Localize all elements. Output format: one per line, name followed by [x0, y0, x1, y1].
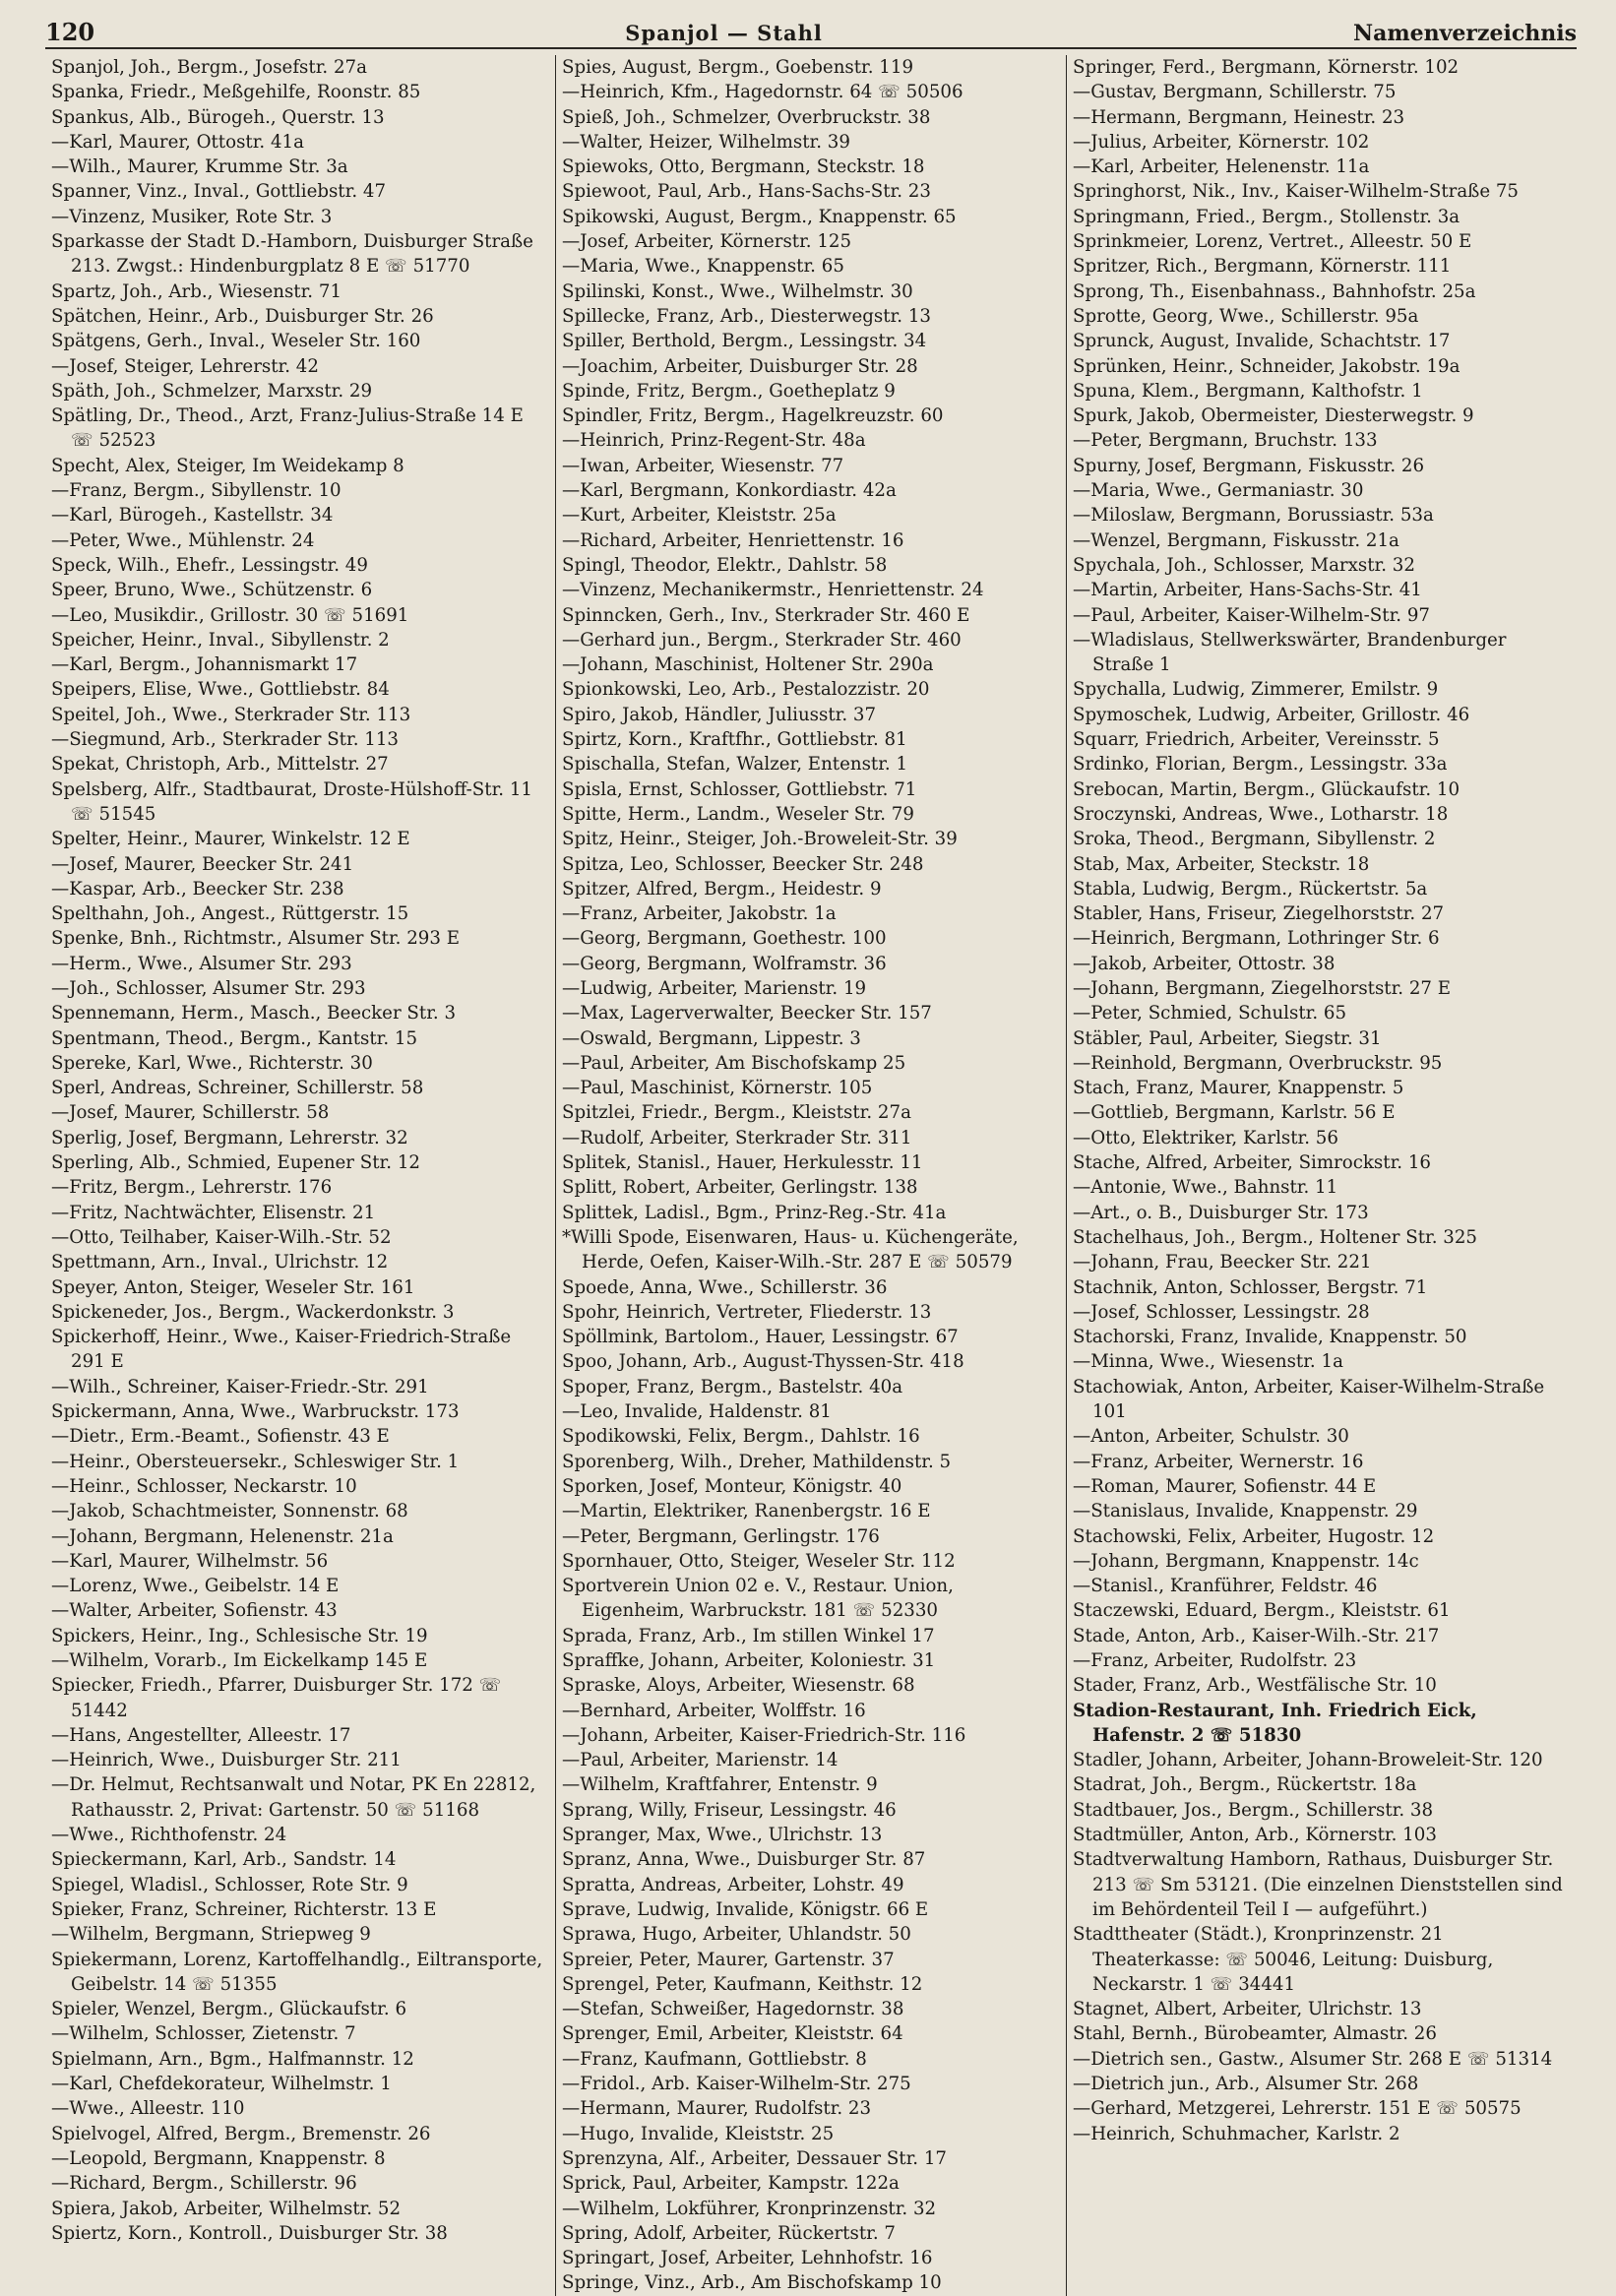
directory-entry: Sportverein Union 02 e. V., Restaur. Union, Eigenheim, Warbruckstr. 181 ☏ 52330 — [562, 1576, 954, 1622]
directory-entry: Spiewoot, Paul, Arb., Hans-Sachs-Str. 23 — [562, 181, 931, 203]
directory-entry: Spionkowski, Leo, Arb., Pestalozzistr. 20 — [562, 679, 930, 701]
directory-entry: Speipers, Elise, Wwe., Gottliebstr. 84 — [51, 679, 390, 701]
directory-entry: Spies, August, Bergm., Goebenstr. 119 — [562, 57, 914, 78]
directory-entry: Stabler, Hans, Friseur, Ziegelhorststr. 27 — [1073, 903, 1445, 925]
directory-entry: Spingl, Theodor, Elektr., Dahlstr. 58 — [562, 554, 888, 576]
directory-entry: Spieker, Franz, Schreiner, Richterstr. 13 E — [51, 1898, 437, 1920]
directory-entry: —Gerhard jun., Bergm., Sterkrader Str. 460 — [562, 629, 962, 651]
directory-entry: Spöllmink, Bartolom., Hauer, Lessingstr. 67 — [562, 1327, 959, 1348]
directory-entry: Speicher, Heinr., Inval., Sibyllenstr. 2 — [51, 629, 390, 651]
directory-entry: —Jakob, Arbeiter, Ottostr. 38 — [1073, 953, 1336, 974]
directory-entry: Spieckermann, Karl, Arb., Sandstr. 14 — [51, 1849, 397, 1871]
directory-entry: Stader, Franz, Arb., Westfälische Str. 10 — [1073, 1675, 1437, 1697]
directory-entry: —Franz, Arbeiter, Jakobstr. 1a — [562, 903, 837, 925]
directory-entry: Spoede, Anna, Wwe., Schillerstr. 36 — [562, 1276, 888, 1298]
directory-entry: —Paul, Arbeiter, Kaiser-Wilhelm-Str. 97 — [1073, 604, 1430, 626]
directory-entry: Spillecke, Franz, Arb., Diesterwegstr. 13 — [562, 305, 931, 327]
directory-entry: —Leo, Invalide, Haldenstr. 81 — [562, 1401, 832, 1423]
directory-entry: Speer, Bruno, Wwe., Schützenstr. 6 — [51, 580, 373, 601]
directory-entry: Stadion-Restaurant, Inh. Friedrich Eick, Hafenstr. 2 ☏ 51830 — [1073, 1700, 1477, 1746]
directory-entry: Spikowski, August, Bergm., Knappenstr. 65 — [562, 206, 957, 227]
directory-entry: Spurk, Jakob, Obermeister, Diesterwegstr. 9 — [1073, 405, 1474, 427]
directory-entry: Sprick, Paul, Arbeiter, Kampstr. 122a — [562, 2173, 900, 2195]
directory-entry: Spanjol, Joh., Bergm., Josefstr. 27a — [51, 57, 367, 78]
directory-entry: —Peter, Schmied, Schulstr. 65 — [1073, 1003, 1347, 1024]
directory-entry: Springhorst, Nik., Inv., Kaiser-Wilhelm-Straße 75 — [1073, 181, 1520, 203]
directory-entry: Sroczynski, Andreas, Wwe., Lotharstr. 18 — [1073, 803, 1449, 825]
directory-entry: Spohr, Heinrich, Vertreter, Fliederstr. 13 — [562, 1301, 932, 1323]
directory-entry: Spettmann, Arn., Inval., Ulrichstr. 12 — [51, 1252, 389, 1273]
directory-entry: —Fritz, Nachtwächter, Elisenstr. 21 — [51, 1202, 376, 1223]
directory-entry: Sprinkmeier, Lorenz, Vertret., Alleestr. 50 E — [1073, 231, 1472, 253]
directory-entry: Stadtverwaltung Hamborn, Rathaus, Duisburger Str. 213 ☏ Sm 53121. (Die einzelnen Dienststellen sind im Behördenteil Teil I — aufgeführt.) — [1073, 1849, 1563, 1920]
directory-entry: Sprave, Ludwig, Invalide, Königstr. 66 E — [562, 1898, 929, 1920]
directory-entry: —Heinrich, Bergmann, Lothringer Str. 6 — [1073, 928, 1440, 950]
directory-entry: Sroka, Theod., Bergmann, Sibyllenstr. 2 — [1073, 829, 1436, 850]
directory-entry: Stachowiak, Anton, Arbeiter, Kaiser-Wilhelm-Straße 101 — [1073, 1376, 1545, 1423]
directory-entry: Sperl, Andreas, Schreiner, Schillerstr. 58 — [51, 1078, 424, 1099]
directory-entry: —Peter, Bergmann, Bruchstr. 133 — [1073, 430, 1378, 452]
directory-entry: Spritzer, Rich., Bergmann, Körnerstr. 111 — [1073, 256, 1452, 278]
directory-entry: Spelsberg, Alfr., Stadtbaurat, Droste-Hülshoff-Str. 11 ☏ 51545 — [51, 778, 532, 825]
directory-entry: Spiecker, Friedh., Pfarrer, Duisburger Str. 172 ☏ 51442 — [51, 1675, 502, 1721]
directory-entry: —Ludwig, Arbeiter, Marienstr. 19 — [562, 977, 867, 999]
directory-entry: Sperlig, Josef, Bergmann, Lehrerstr. 32 — [51, 1127, 408, 1148]
directory-entry: —Vinzenz, Musiker, Rote Str. 3 — [51, 206, 333, 227]
directory-entry: Spereke, Karl, Wwe., Richterstr. 30 — [51, 1052, 373, 1074]
directory-entry: Spanner, Vinz., Inval., Gottliebstr. 47 — [51, 181, 387, 203]
directory-entry: Sporken, Josef, Monteur, Königstr. 40 — [562, 1475, 902, 1497]
directory-entry: —Siegmund, Arb., Sterkrader Str. 113 — [51, 729, 399, 751]
directory-entry: Stadtbauer, Jos., Bergm., Schillerstr. 38 — [1073, 1799, 1434, 1821]
directory-entry: —Martin, Elektriker, Ranenbergstr. 16 E — [562, 1501, 931, 1522]
directory-entry: Spodikowski, Felix, Bergm., Dahlstr. 16 — [562, 1426, 920, 1448]
directory-entry: Sprengel, Peter, Kaufmann, Keithstr. 12 — [562, 1973, 923, 1995]
directory-entry: Sprenzyna, Alf., Arbeiter, Dessauer Str. 17 — [562, 2147, 947, 2169]
directory-entry: Stache, Alfred, Arbeiter, Simrockstr. 16 — [1073, 1152, 1431, 1174]
directory-entry: —Heinrich, Kfm., Hagedornstr. 64 ☏ 50506 — [562, 82, 963, 103]
directory-entry: Stadrat, Joh., Bergm., Rückertstr. 18a — [1073, 1774, 1417, 1796]
directory-entry: Sprenger, Emil, Arbeiter, Kleiststr. 64 — [562, 2023, 903, 2045]
directory-entry: —Dr. Helmut, Rechtsanwalt und Notar, PK En 22812, Rathausstr. 2, Privat: Gartenstr. 50 ☏ 51168 — [51, 1774, 536, 1821]
directory-entry: Spickermann, Anna, Wwe., Warbruckstr. 173 — [51, 1401, 460, 1423]
directory-entry: —Martin, Arbeiter, Hans-Sachs-Str. 41 — [1073, 580, 1422, 601]
directory-entry: —Stanislaus, Invalide, Knappenstr. 29 — [1073, 1501, 1418, 1522]
directory-entry: —Franz, Kaufmann, Gottliebstr. 8 — [562, 2048, 867, 2070]
directory-entry: Späth, Joh., Schmelzer, Marxstr. 29 — [51, 380, 373, 402]
directory-entry: Spenke, Bnh., Richtmstr., Alsumer Str. 293 E — [51, 928, 460, 950]
directory-entry: —Herm., Wwe., Alsumer Str. 293 — [51, 953, 352, 974]
directory-entry: Sprünken, Heinr., Schneider, Jakobstr. 19a — [1073, 355, 1461, 377]
directory-entry: Spekat, Christoph, Arb., Mittelstr. 27 — [51, 754, 389, 776]
directory-entry: Stagnet, Albert, Arbeiter, Ulrichstr. 13 — [1073, 1999, 1422, 2020]
directory-entry: —Richard, Bergm., Schillerstr. 96 — [51, 2173, 357, 2195]
column-middle — [555, 55, 1066, 2296]
directory-entry: Spätling, Dr., Theod., Arzt, Franz-Julius-Straße 14 E ☏ 52523 — [51, 405, 524, 452]
directory-entry: Stadtmüller, Anton, Arb., Körnerstr. 103 — [1073, 1825, 1437, 1846]
directory-entry: *Willi Spode, Eisenwaren, Haus- u. Küchengeräte, Herde, Oefen, Kaiser-Wilh.-Str. 287 E ☏ 50579 — [562, 1226, 1019, 1273]
directory-entry: Spranz, Anna, Wwe., Duisburger Str. 87 — [562, 1849, 926, 1871]
directory-entry: —Wilhelm, Vorarb., Im Eickelkamp 145 E — [51, 1650, 428, 1671]
directory-entry: —Johann, Arbeiter, Kaiser-Friedrich-Str. 116 — [562, 1724, 966, 1746]
directory-entry: —Dietr., Erm.-Beamt., Sofienstr. 43 E — [51, 1426, 390, 1448]
directory-entry: —Kaspar, Arb., Beecker Str. 238 — [51, 878, 344, 900]
directory-entry: Speck, Wilh., Ehefr., Lessingstr. 49 — [51, 554, 368, 576]
directory-entry: —Franz, Bergm., Sibyllenstr. 10 — [51, 480, 342, 502]
directory-entry: Sprunck, August, Invalide, Schachtstr. 17 — [1073, 331, 1451, 352]
directory-entry: —Hermann, Bergmann, Heinestr. 23 — [1073, 106, 1405, 128]
directory-entry: Springer, Ferd., Bergmann, Körnerstr. 102 — [1073, 57, 1460, 78]
directory-entry: Spiertz, Korn., Kontroll., Duisburger Str. 38 — [51, 2222, 448, 2244]
directory-entry: —Anton, Arbeiter, Schulstr. 30 — [1073, 1426, 1349, 1448]
directory-entry: Spiera, Jakob, Arbeiter, Wilhelmstr. 52 — [51, 2198, 402, 2219]
directory-entry: Stachowski, Felix, Arbeiter, Hugostr. 12 — [1073, 1525, 1435, 1547]
directory-entry: —Richard, Arbeiter, Henriettenstr. 16 — [562, 529, 904, 551]
directory-entry: —Franz, Arbeiter, Wernerstr. 16 — [1073, 1451, 1364, 1472]
directory-entry: Stäbler, Paul, Arbeiter, Siegstr. 31 — [1073, 1027, 1382, 1049]
directory-entry: Spychala, Joh., Schlosser, Marxstr. 32 — [1073, 554, 1415, 576]
directory-entry: —Hans, Angestellter, Alleestr. 17 — [51, 1724, 351, 1746]
directory-entry: Spickers, Heinr., Ing., Schlesische Str. 19 — [51, 1625, 428, 1646]
directory-entry: —Johann, Maschinist, Holtener Str. 290a — [562, 654, 934, 676]
directory-entry: Stadttheater (Städt.), Kronprinzenstr. 21 Theaterkasse: ☏ 50046, Leitung: Duisburg, Neckarstr. 1 ☏ 34441 — [1073, 1924, 1494, 1995]
directory-entry: Sprang, Willy, Friseur, Lessingstr. 46 — [562, 1799, 897, 1821]
directory-entry: Stabla, Ludwig, Bergm., Rückertstr. 5a — [1073, 878, 1428, 900]
directory-entry: —Josef, Schlosser, Lessingstr. 28 — [1073, 1301, 1370, 1323]
page-number: 120 — [45, 18, 95, 46]
directory-entry: Sprong, Th., Eisenbahnass., Bahnhofstr. 25a — [1073, 280, 1476, 302]
directory-entry: Sprada, Franz, Arb., Im stillen Winkel 17 — [562, 1625, 935, 1646]
directory-entry: —Heinrich, Prinz-Regent-Str. 48a — [562, 430, 866, 452]
directory-entry: Splittek, Ladisl., Bgm., Prinz-Reg.-Str. 41a — [562, 1202, 947, 1223]
directory-entry: —Dietrich sen., Gastw., Alsumer Str. 268 E ☏ 51314 — [1073, 2048, 1553, 2070]
directory-entry: —Leo, Musikdir., Grillostr. 30 ☏ 51691 — [51, 604, 409, 626]
directory-entry: —Wilhelm, Schlosser, Zietenstr. 7 — [51, 2023, 356, 2045]
directory-entry: —Maria, Wwe., Germaniastr. 30 — [1073, 480, 1364, 502]
directory-entry: Spraske, Aloys, Arbeiter, Wiesenstr. 68 — [562, 1675, 915, 1697]
directory-entry: —Jakob, Schachtmeister, Sonnenstr. 68 — [51, 1501, 408, 1522]
directory-entry: Spisla, Ernst, Schlosser, Gottliebstr. 71 — [562, 778, 917, 800]
directory-entry: —Rudolf, Arbeiter, Sterkrader Str. 311 — [562, 1127, 912, 1148]
directory-entry: Spring, Adolf, Arbeiter, Rückertstr. 7 — [562, 2222, 896, 2244]
directory-entry: Spiegel, Wladisl., Schlosser, Rote Str. 9 — [51, 1874, 408, 1895]
directory-entry: Spilinski, Konst., Wwe., Wilhelmstr. 30 — [562, 280, 913, 302]
directory-entry: Spickerhoff, Heinr., Wwe., Kaiser-Friedrich-Straße 291 E — [51, 1327, 512, 1373]
directory-entry: —Heinrich, Schuhmacher, Karlstr. 2 — [1073, 2123, 1400, 2144]
directory-entry: Spischalla, Stefan, Walzer, Entenstr. 1 — [562, 754, 908, 776]
directory-entry: Stade, Anton, Arb., Kaiser-Wilh.-Str. 217 — [1073, 1625, 1440, 1646]
directory-entry: Spielvogel, Alfred, Bergm., Bremenstr. 26 — [51, 2123, 431, 2144]
directory-entry: —Karl, Maurer, Wilhelmstr. 56 — [51, 1550, 329, 1572]
directory-entry: —Iwan, Arbeiter, Wiesenstr. 77 — [562, 455, 844, 476]
directory-entry: —Peter, Bergmann, Gerlingstr. 176 — [562, 1525, 880, 1547]
directory-entry: Squarr, Friedrich, Arbeiter, Vereinsstr. 5 — [1073, 729, 1440, 751]
directory-entry: —Otto, Teilhaber, Kaiser-Wilh.-Str. 52 — [51, 1226, 392, 1248]
directory-entry: Stachelhaus, Joh., Bergm., Holtener Str. 325 — [1073, 1226, 1478, 1248]
directory-entry: Spickeneder, Jos., Bergm., Wackerdonkstr. 3 — [51, 1301, 455, 1323]
directory-entry: —Karl, Arbeiter, Helenenstr. 11a — [1073, 156, 1370, 178]
directory-entry: Srdinko, Florian, Bergm., Lessingstr. 33a — [1073, 754, 1448, 776]
directory-entry: Spraffke, Johann, Arbeiter, Koloniestr. 31 — [562, 1650, 936, 1671]
directory-entry: Spitzlei, Friedr., Bergm., Kleiststr. 27a — [562, 1102, 911, 1124]
directory-entry: Spiewoks, Otto, Bergmann, Steckstr. 18 — [562, 156, 925, 178]
directory-entry: Spoper, Franz, Bergm., Bastelstr. 40a — [562, 1376, 903, 1397]
directory-entry: Spuna, Klem., Bergmann, Kalthofstr. 1 — [1073, 380, 1423, 402]
directory-entry: Spelter, Heinr., Maurer, Winkelstr. 12 E — [51, 829, 410, 850]
directory-entry: Spätchen, Heinr., Arb., Duisburger Str. 26 — [51, 305, 434, 327]
directory-entry: —Karl, Chefdekorateur, Wilhelmstr. 1 — [51, 2074, 392, 2095]
directory-entry: —Stanisl., Kranführer, Feldstr. 46 — [1073, 1576, 1378, 1597]
directory-entry: —Otto, Elektriker, Karlstr. 56 — [1073, 1127, 1338, 1148]
directory-entry: Spielmann, Arn., Bgm., Halfmannstr. 12 — [51, 2048, 414, 2070]
directory-entry: —Gerhard, Metzgerei, Lehrerstr. 151 E ☏ 50575 — [1073, 2098, 1522, 2120]
directory-entry: —Wilhelm, Bergmann, Striepweg 9 — [51, 1924, 371, 1946]
directory-entry: —Johann, Bergmann, Helenenstr. 21a — [51, 1525, 394, 1547]
directory-entry: Spieler, Wenzel, Bergm., Glückaufstr. 6 — [51, 1999, 407, 2020]
directory-entry: —Wilh., Maurer, Krumme Str. 3a — [51, 156, 348, 178]
directory-entry: —Georg, Bergmann, Goethestr. 100 — [562, 928, 887, 950]
directory-entry: Sporenberg, Wilh., Dreher, Mathildenstr. 5 — [562, 1451, 952, 1472]
directory-entry: Spinde, Fritz, Bergm., Goetheplatz 9 — [562, 380, 896, 402]
directory-entry: Stachnik, Anton, Schlosser, Bergstr. 71 — [1073, 1276, 1428, 1298]
directory-entry: Spymoschek, Ludwig, Arbeiter, Grillostr. 46 — [1073, 704, 1470, 725]
directory-entry: —Oswald, Bergmann, Lippestr. 3 — [562, 1027, 861, 1049]
column-right — [1066, 55, 1577, 2296]
directory-entry: Splitt, Robert, Arbeiter, Gerlingstr. 138 — [562, 1177, 918, 1199]
directory-entry: —Minna, Wwe., Wiesenstr. 1a — [1073, 1351, 1343, 1373]
directory-entry: —Josef, Steiger, Lehrerstr. 42 — [51, 355, 319, 377]
directory-entry: —Johann, Frau, Beecker Str. 221 — [1073, 1252, 1372, 1273]
directory-entry: Stachorski, Franz, Invalide, Knappenstr. 50 — [1073, 1327, 1467, 1348]
directory-entry: Spoo, Johann, Arb., August-Thyssen-Str. 418 — [562, 1351, 964, 1373]
page-header — [45, 18, 1577, 49]
directory-entry: —Paul, Maschinist, Körnerstr. 105 — [562, 1078, 873, 1099]
directory-entry: —Gottlieb, Bergmann, Karlstr. 56 E — [1073, 1102, 1396, 1124]
directory-entry: Spurny, Josef, Bergmann, Fiskusstr. 26 — [1073, 455, 1425, 476]
directory-entry: —Maria, Wwe., Knappenstr. 65 — [562, 256, 844, 278]
section-title: Namenverzeichnis — [1353, 21, 1577, 46]
directory-entry: —Miloslaw, Bergmann, Borussiastr. 53a — [1073, 505, 1434, 527]
directory-entry: —Paul, Arbeiter, Am Bischofskamp 25 — [562, 1052, 906, 1074]
directory-entry: —Stefan, Schweißer, Hagedornstr. 38 — [562, 1999, 904, 2020]
directory-entry: Staczewski, Eduard, Bergm., Kleiststr. 61 — [1073, 1600, 1451, 1622]
directory-entry: Spitz, Heinr., Steiger, Joh.-Broweleit-Str. 39 — [562, 829, 958, 850]
directory-entry: Stahl, Bernh., Bürobeamter, Almastr. 26 — [1073, 2023, 1437, 2045]
directory-entry: —Joh., Schlosser, Alsumer Str. 293 — [51, 977, 366, 999]
directory-entry: —Gustav, Bergmann, Schillerstr. 75 — [1073, 82, 1397, 103]
directory-entry: —Heinr., Obersteuersekr., Schleswiger Str. 1 — [51, 1451, 460, 1472]
directory-entry: —Leopold, Bergmann, Knappenstr. 8 — [51, 2147, 386, 2169]
directory-entry: —Wladislaus, Stellwerkswärter, Brandenburger Straße 1 — [1073, 629, 1507, 676]
directory-entry: Stach, Franz, Maurer, Knappenstr. 5 — [1073, 1078, 1404, 1099]
directory-entry: —Fritz, Bergm., Lehrerstr. 176 — [51, 1177, 333, 1199]
directory-entry: —Vinzenz, Mechanikermstr., Henriettenstr. 24 — [562, 580, 984, 601]
directory-entry: —Wenzel, Bergmann, Fiskusstr. 21a — [1073, 529, 1399, 551]
directory-entry: —Hugo, Invalide, Kleiststr. 25 — [562, 2123, 835, 2144]
directory-entry: —Max, Lagerverwalter, Beecker Str. 157 — [562, 1003, 932, 1024]
directory-entry: —Julius, Arbeiter, Körnerstr. 102 — [1073, 131, 1370, 153]
directory-entry: —Wilhelm, Lokführer, Kronprinzenstr. 32 — [562, 2198, 937, 2219]
directory-entry: Sprotte, Georg, Wwe., Schillerstr. 95a — [1073, 305, 1419, 327]
directory-entry: Speitel, Joh., Wwe., Sterkrader Str. 113 — [51, 704, 411, 725]
directory-entry: —Roman, Maurer, Sofienstr. 44 E — [1073, 1475, 1377, 1497]
directory-entry: —Josef, Maurer, Beecker Str. 241 — [51, 853, 354, 875]
directory-entry: —Heinr., Schlosser, Neckarstr. 10 — [51, 1475, 357, 1497]
directory-entry: Spankus, Alb., Bürogeh., Querstr. 13 — [51, 106, 385, 128]
directory-entry: —Franz, Arbeiter, Rudolfstr. 23 — [1073, 1650, 1357, 1671]
directory-entry: Spitzer, Alfred, Bergm., Heidestr. 9 — [562, 878, 882, 900]
directory-entry: —Fridol., Arb. Kaiser-Wilhelm-Str. 275 — [562, 2074, 911, 2095]
directory-entry: Springe, Vinz., Arb., Am Bischofskamp 10 — [562, 2272, 942, 2294]
directory-entry: Splitek, Stanisl., Hauer, Herkulesstr. 11 — [562, 1152, 923, 1174]
directory-entry: Spitza, Leo, Schlosser, Beecker Str. 248 — [562, 853, 924, 875]
directory-entry: Spieß, Joh., Schmelzer, Overbruckstr. 38 — [562, 106, 931, 128]
directory-entry: —Bernhard, Arbeiter, Wolffstr. 16 — [562, 1700, 866, 1721]
directory-entry: Spennemann, Herm., Masch., Beecker Str. 3 — [51, 1003, 457, 1024]
directory-entry: Spinncken, Gerh., Inv., Sterkrader Str. 460 E — [562, 604, 970, 626]
directory-entry: Spartz, Joh., Arb., Wiesenstr. 71 — [51, 280, 342, 302]
directory-entry: Spitte, Herm., Landm., Weseler Str. 79 — [562, 803, 914, 825]
directory-entry: —Josef, Arbeiter, Körnerstr. 125 — [562, 231, 852, 253]
directory-entry: —Lorenz, Wwe., Geibelstr. 14 E — [51, 1576, 340, 1597]
directory-entry: —Reinhold, Bergmann, Overbruckstr. 95 — [1073, 1052, 1443, 1074]
directory-entry: —Kurt, Arbeiter, Kleiststr. 25a — [562, 505, 837, 527]
directory-entry: —Heinrich, Wwe., Duisburger Str. 211 — [51, 1750, 402, 1771]
directory-entry: —Hermann, Maurer, Rudolfstr. 23 — [562, 2098, 872, 2120]
directory-entry: —Wwe., Richthofenstr. 24 — [51, 1825, 287, 1846]
directory-entry: Spychalla, Ludwig, Zimmerer, Emilstr. 9 — [1073, 679, 1439, 701]
directory-entry: —Antonie, Wwe., Bahnstr. 11 — [1073, 1177, 1338, 1199]
directory-entry: Spanka, Friedr., Meßgehilfe, Roonstr. 85 — [51, 82, 421, 103]
directory-entry: —Johann, Bergmann, Ziegelhorststr. 27 E — [1073, 977, 1452, 999]
directory-entry: —Georg, Bergmann, Wolframstr. 36 — [562, 953, 887, 974]
directory-entry: —Karl, Bergm., Johannismarkt 17 — [51, 654, 358, 676]
directory-entry: Spiro, Jakob, Händler, Juliusstr. 37 — [562, 704, 877, 725]
directory-entry: —Art., o. B., Duisburger Str. 173 — [1073, 1202, 1369, 1223]
directory-entry: —Karl, Maurer, Ottostr. 41a — [51, 131, 304, 153]
directory-entry: —Karl, Bürogeh., Kastellstr. 34 — [51, 505, 334, 527]
directory-entry: Spiller, Berthold, Bergm., Lessingstr. 34 — [562, 331, 927, 352]
directory-entry: Spindler, Fritz, Bergm., Hagelkreuzstr. 60 — [562, 405, 944, 427]
directory-entry: Spratta, Andreas, Arbeiter, Lohstr. 49 — [562, 1874, 904, 1895]
directory-entry: Srebocan, Martin, Bergm., Glückaufstr. 10 — [1073, 778, 1461, 800]
directory-entry: Spentmann, Theod., Bergm., Kantstr. 15 — [51, 1027, 418, 1049]
column-left — [45, 55, 555, 2296]
directory-entry: Spreier, Peter, Maurer, Gartenstr. 37 — [562, 1949, 895, 1970]
directory-entry: Spirtz, Korn., Kraftfhr., Gottliebstr. 81 — [562, 729, 907, 751]
directory-entry: Spornhauer, Otto, Steiger, Weseler Str. 112 — [562, 1550, 956, 1572]
columns-container — [45, 55, 1577, 2296]
page-title: Spanjol — Stahl — [625, 21, 823, 45]
directory-entry: Springmann, Fried., Bergm., Stollenstr. 3a — [1073, 206, 1461, 227]
directory-entry: Sprawa, Hugo, Arbeiter, Uhlandstr. 50 — [562, 1924, 911, 1946]
directory-entry: —Wilhelm, Kraftfahrer, Entenstr. 9 — [562, 1774, 878, 1796]
directory-entry: —Walter, Heizer, Wilhelmstr. 39 — [562, 131, 850, 153]
directory-entry: —Josef, Maurer, Schillerstr. 58 — [51, 1102, 330, 1124]
directory-entry: —Joachim, Arbeiter, Duisburger Str. 28 — [562, 355, 918, 377]
directory-entry: Sperling, Alb., Schmied, Eupener Str. 12 — [51, 1152, 420, 1174]
directory-entry: —Johann, Bergmann, Knappenstr. 14c — [1073, 1550, 1419, 1572]
directory-entry: Stab, Max, Arbeiter, Steckstr. 18 — [1073, 853, 1370, 875]
directory-entry: —Paul, Arbeiter, Marienstr. 14 — [562, 1750, 839, 1771]
directory-entry: —Wilh., Schreiner, Kaiser-Friedr.-Str. 291 — [51, 1376, 429, 1397]
directory-entry: Stadler, Johann, Arbeiter, Johann-Broweleit-Str. 120 — [1073, 1750, 1543, 1771]
directory-entry: —Walter, Arbeiter, Sofienstr. 43 — [51, 1600, 338, 1622]
directory-entry: —Wwe., Alleestr. 110 — [51, 2098, 245, 2120]
directory-entry: Spätgens, Gerh., Inval., Weseler Str. 160 — [51, 331, 421, 352]
directory-entry: Springart, Josef, Arbeiter, Lehnhofstr. 16 — [562, 2248, 933, 2269]
directory-entry: Spiekermann, Lorenz, Kartoffelhandlg., Eiltransporte, Geibelstr. 14 ☏ 51355 — [51, 1949, 543, 1995]
directory-entry: —Peter, Wwe., Mühlenstr. 24 — [51, 529, 315, 551]
directory-entry: —Karl, Bergmann, Konkordiastr. 42a — [562, 480, 897, 502]
directory-entry: Speyer, Anton, Steiger, Weseler Str. 161 — [51, 1276, 415, 1298]
directory-entry: —Dietrich jun., Arb., Alsumer Str. 268 — [1073, 2074, 1419, 2095]
directory-entry: Specht, Alex, Steiger, Im Weidekamp 8 — [51, 455, 404, 476]
directory-entry: Spelthahn, Joh., Angest., Rüttgerstr. 15 — [51, 903, 409, 925]
directory-entry: Sparkasse der Stadt D.-Hamborn, Duisburger Straße 213. Zwgst.: Hindenburgplatz 8 E ☏ 51770 — [51, 231, 533, 278]
directory-entry: Spranger, Max, Wwe., Ulrichstr. 13 — [562, 1825, 883, 1846]
